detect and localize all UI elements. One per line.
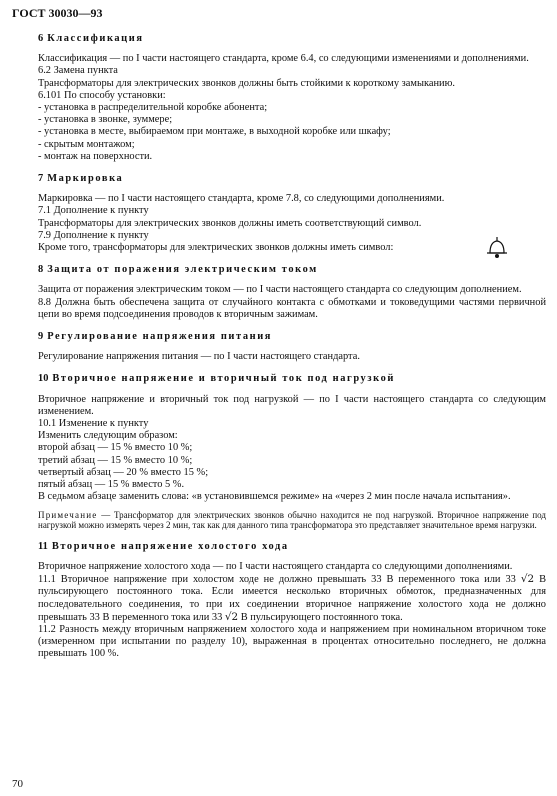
section-9-title: 9 Регулирование напряжения питания (38, 331, 273, 343)
standard-header: ГОСТ 30030—93 (12, 6, 103, 20)
clause-7-1: 7.1 Дополнение к пункту (38, 205, 149, 217)
section-11 (38, 541, 546, 661)
section-10-title: 10 Вторичное напряжение и вторичный ток под нагрузкой (38, 373, 395, 385)
clause-7-1-text: Трансформаторы для электрических звонков должны иметь соответствующий символ. (38, 217, 422, 229)
clause-11-1: 11.1 Вторичное напряжение при холостом ходе не должно превышать 33 В переменного тока или 33 √2 В пульсирующего постоянного тока. Если имеется несколько вторичных обмоток, предназначенных для последовательного соединения, то при их соединении вторичное напряжение холостого хода не должно превышать 33 В переменного тока или 33 √2 В пульсирующего постоянного тока. (38, 573, 546, 623)
clause-8-8: 8.8 Должна быть обеспечена защита от случайного контакта с обмотками и токоведущими частями первичной цепи во время подсоединения проводов к вторичным зажимам. (38, 296, 546, 320)
section-10-intro: Вторичное напряжение и вторичный ток под нагрузкой — по I части настоящего стандарта со следующим изменением. (38, 393, 546, 417)
section-6-title: 6 Классификация (38, 33, 144, 44)
section-8 (38, 264, 546, 321)
page-number: 70 (12, 778, 23, 790)
section-7 (38, 173, 546, 254)
list-item: - скрытым монтажом; (38, 138, 135, 150)
clause-6-2: 6.2 Замена пункта (38, 65, 118, 77)
section-8-intro: Защита от поражения электрическим током — по I части настоящего стандарта со следующим дополнением. (38, 284, 522, 296)
section-8-title: 8 Защита от поражения электрическим током (38, 264, 318, 276)
list-item: - установка в распределительной коробке абонента; (38, 102, 268, 114)
clause-11-2: 11.2 Разность между вторичным напряжением холостого хода и напряжением при номинальном вторичном токе (измеренном при испытании по разделу 10), выраженная в процентах относительно последнего, не должна превышать 100 %. (38, 623, 546, 660)
bell-icon (486, 236, 508, 260)
section-10 (38, 373, 546, 530)
list-item: третий абзац — 15 % вместо 10 %; (38, 454, 193, 466)
list-item: второй абзац — 15 % вместо 10 %; (38, 442, 193, 454)
section-9-text: Регулирование напряжения питания — по I части настоящего стандарта. (38, 351, 360, 363)
list-item: - установка в звонке, зуммере; (38, 114, 173, 126)
section-11-title: 11 Вторичное напряжение холостого хода (38, 540, 289, 552)
section-9 (38, 331, 546, 363)
clause-10-1: 10.1 Изменение к пункту (38, 418, 149, 430)
section-11-intro: Вторичное напряжение холостого хода — по I части настоящего стандарта со следующими дополнениями. (38, 560, 513, 572)
clause-6-101: 6.101 По способу установки: (38, 89, 166, 101)
clause-10-1-seventh: В седьмом абзаце заменить слова: «в установившемся режиме» на «через 2 мин после начала испытания». (38, 491, 511, 503)
clause-10-1-text: Изменить следующим образом: (38, 430, 178, 442)
list-item: пятый абзац — 15 % вместо 5 %. (38, 479, 185, 491)
list-item: четвертый абзац — 20 % вместо 15 %; (38, 466, 209, 478)
clause-7-9: 7.9 Дополнение к пункту (38, 229, 149, 241)
section-7-intro: Маркировка — по I части настоящего стандарта, кроме 7.8, со следующими дополнениями. (38, 193, 445, 205)
clause-6-2-text: Трансформаторы для электрических звонков должны быть стойкими к короткому замыканию. (38, 77, 455, 89)
sqrt-symbol: √2 (224, 610, 239, 623)
section-6 (38, 33, 546, 163)
note: Примечание — Трансформатор для электрических звонков обычно находится не под нагрузкой. Вторичное напряжение под нагрузкой можно измерять через 2 мин, так как для данного типа трансформатора это представляет значительное время нагрузки. (38, 509, 546, 531)
page-content (38, 33, 546, 668)
clause-7-9-text: Кроме того, трансформаторы для электрических звонков должны иметь символ: (38, 242, 546, 254)
section-6-intro: Классификация — по I части настоящего стандарта, кроме 6.4, со следующими изменениями и дополнениями. (38, 53, 529, 65)
list-item: - монтаж на поверхности. (38, 150, 153, 162)
sqrt-symbol: √2 (520, 573, 535, 586)
list-item: - установка в месте, выбираемом при монтаже, в выходной коробке или шкафу; (38, 126, 391, 138)
section-7-title: 7 Маркировка (38, 173, 124, 185)
